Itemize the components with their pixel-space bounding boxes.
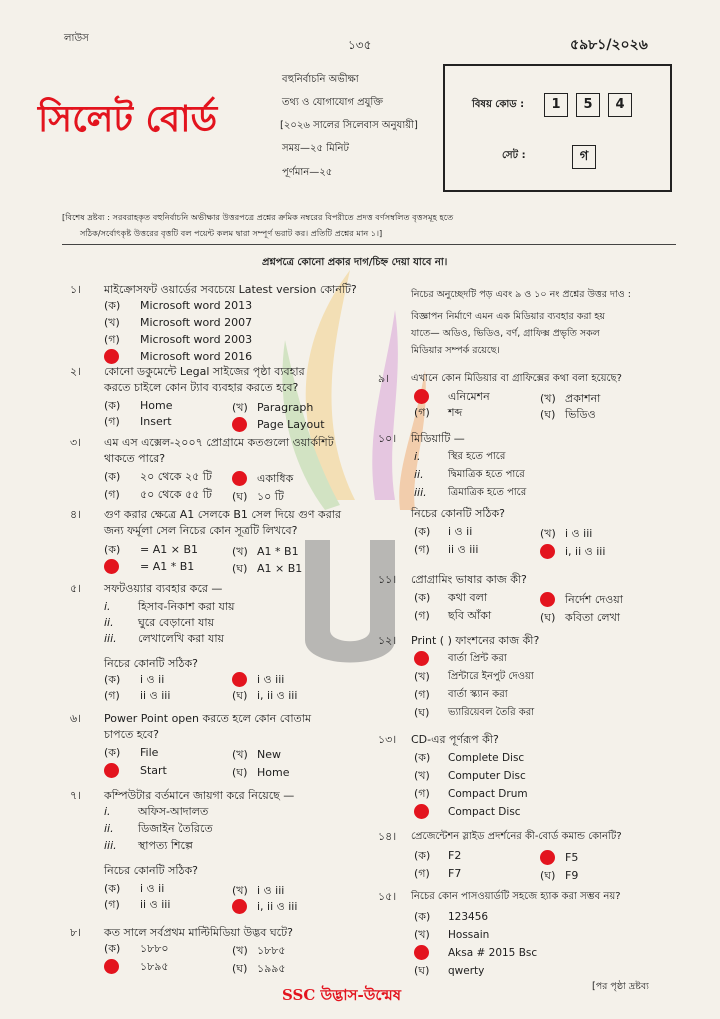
option-label: (গ) — [414, 787, 430, 800]
option-label: (ক) — [104, 543, 121, 556]
roman-index: ii. — [414, 468, 424, 481]
question-text: কম্পিউটার বর্তমানে জায়গা করে নিয়েছে — — [104, 789, 295, 802]
option-text: Compact Drum — [448, 788, 528, 800]
question-text: করতে চাইলে কোন ট্যাব ব্যবহার করতে হবে? — [104, 381, 299, 394]
question-ask: নিচের কোনটি সঠিক? — [104, 657, 198, 670]
exam-code: ৫৯৮১/২০২৬ — [570, 37, 648, 53]
statement: স্থাপত্য শিল্পে — [138, 839, 193, 852]
stem-title: নিচের অনুচ্ছেদটি পড় এবং ৯ ও ১০ নং প্রশ্নের উত্তর দাও : — [411, 289, 631, 300]
exam-type: বহুনির্বাচনি অভীক্ষা — [282, 74, 359, 85]
question-text: মিডিয়াটি — — [411, 432, 465, 445]
option-label: (খ) — [232, 401, 248, 414]
option-text: i, ii ও iii — [257, 900, 298, 913]
option-text: Start — [140, 764, 167, 777]
question-text: গুণ করার ক্ষেত্রে A1 সেলকে B1 সেল দিয়ে গুণ করার — [104, 508, 341, 521]
option-text: ১৮৯৫ — [140, 960, 169, 973]
option-text: i ও iii — [565, 527, 593, 540]
option-label: (ক) — [104, 673, 121, 686]
option-text: ১৮৮৫ — [257, 944, 286, 957]
option-label: (ঘ) — [540, 408, 556, 421]
set-label: সেট : — [502, 150, 526, 161]
option-text: Paragraph — [257, 401, 314, 414]
option-text: Microsoft word 2007 — [140, 316, 253, 329]
option-label: (ক) — [414, 751, 431, 764]
option-label: (গ) — [414, 609, 430, 622]
option-text: Aksa # 2015 Bsc — [448, 947, 538, 959]
option-text: প্রকাশনা — [565, 392, 601, 405]
option-text: Hossain — [448, 929, 490, 941]
option-text: qwerty — [448, 965, 485, 977]
option-text: ছবি আঁকা — [448, 609, 492, 622]
roman-index: i. — [104, 600, 111, 613]
answer-mark — [414, 389, 429, 404]
answer-mark — [104, 559, 119, 574]
roman-index: iii. — [104, 839, 117, 852]
stem-line: বিজ্ঞাপন নির্মাণে এমন এক মিডিয়ার ব্যবহার করা হয় — [411, 311, 605, 322]
stem-line: যাতে— অডিও, ভিডিও, বর্ণ, গ্রাফিক্স প্রভৃতি সকল — [411, 328, 600, 339]
instruction: প্রশ্নপত্রে কোনো প্রকার দাগ/চিহ্ন দেয়া যাবে না। — [262, 257, 448, 268]
question-number: ২। — [70, 365, 82, 378]
option-text: Computer Disc — [448, 770, 526, 782]
question-number: ১৩। — [378, 733, 397, 746]
option-text: = A1 × B1 — [140, 543, 198, 556]
roman-index: i. — [414, 450, 421, 463]
statement: হিসাব-নিকাশ করা যায় — [138, 600, 235, 613]
question-number: ১১। — [378, 573, 397, 586]
option-text: i, ii ও iii — [257, 689, 298, 702]
answer-mark — [104, 349, 119, 364]
option-label: (খ) — [540, 392, 556, 405]
option-text: কবিতা লেখা — [565, 611, 620, 624]
option-text: F9 — [565, 869, 579, 882]
statement: দ্বিমাত্রিক হতে পারে — [448, 469, 525, 480]
option-text: Microsoft word 2013 — [140, 299, 253, 312]
subject-code-label: বিষয় কোড : — [472, 99, 525, 110]
option-text: বার্তা প্রিন্ট করা — [448, 653, 507, 664]
option-text: Insert — [140, 415, 172, 428]
option-text: A1 * B1 — [257, 545, 299, 558]
option-label: (ক) — [104, 942, 121, 955]
answer-mark — [104, 959, 119, 974]
question-text: কত সালে সর্বপ্রথম মাল্টিমিডিয়া উদ্ভব ঘটে? — [104, 926, 293, 939]
option-label: (খ) — [414, 769, 430, 782]
question-number: ১৪। — [378, 830, 397, 843]
option-text: ভিডিও — [565, 408, 596, 421]
option-label: (গ) — [104, 898, 120, 911]
set-value: গ — [572, 145, 596, 169]
option-label: (ঘ) — [540, 869, 556, 882]
answer-mark — [232, 417, 247, 432]
question-text: প্রেজেন্টেশন স্লাইড প্রদর্শনের কী-বোর্ড কমান্ড কোনটি? — [411, 831, 622, 842]
option-label: (খ) — [232, 944, 248, 957]
question-number: ৮। — [70, 926, 82, 939]
option-text: Compact Disc — [448, 806, 521, 818]
question-number: ৪। — [70, 508, 82, 521]
option-text: 123456 — [448, 911, 489, 923]
statement: স্থির হতে পারে — [448, 451, 506, 462]
option-text: F5 — [565, 851, 579, 864]
option-text: বার্তা স্ক্যান করা — [448, 689, 508, 700]
option-text: = A1 * B1 — [140, 560, 195, 573]
statement: ডিজাইন তৈরিতে — [138, 822, 213, 835]
option-label: (ক) — [104, 746, 121, 759]
subject-code-digit: 4 — [608, 93, 632, 117]
option-label: (ক) — [414, 849, 431, 862]
option-text: Home — [257, 766, 290, 779]
option-label: (গ) — [414, 688, 430, 701]
option-label: (খ) — [414, 670, 430, 683]
option-text: A1 × B1 — [257, 562, 303, 575]
answer-mark — [414, 945, 429, 960]
question-text: নিচের কোন পাসওয়ার্ডটি সহজে হ্যাক করা সম্ভব নয়? — [411, 891, 621, 902]
question-text: প্রোগ্রামিং ভাষার কাজ কী? — [411, 573, 527, 586]
footer-brand: SSC উদ্ভাস-উন্মেষ — [282, 986, 402, 1004]
option-label: (ক) — [104, 882, 121, 895]
option-text: ১৮৮০ — [140, 942, 169, 955]
option-label: (ক) — [104, 299, 121, 312]
option-text: New — [257, 748, 281, 761]
subject-code-digit: 1 — [544, 93, 568, 117]
code-box — [443, 64, 672, 192]
roman-index: ii. — [104, 822, 114, 835]
roman-index: i. — [104, 805, 111, 818]
question-text: থাকতে পারে? — [104, 452, 166, 465]
question-number: ১। — [70, 283, 82, 296]
option-label: (ঘ) — [414, 964, 430, 977]
option-label: (খ) — [232, 884, 248, 897]
notice-line-2: সঠিক/সর্বোৎকৃষ্ট উত্তরের বৃত্তটি বল পয়েন্ট কলম দ্বারা সম্পূর্ণ ভরাট কর। প্রতিটি প্রশ্নের মান ১।] — [80, 228, 383, 238]
option-text: Microsoft word 2016 — [140, 350, 253, 363]
notice-line-1: [বিশেষ দ্রষ্টব্য : সরবরাহকৃত বহুনির্বাচনি অভীক্ষার উত্তরপত্রে প্রশ্নের ক্রমিক নম্বরের বিপরীতে প্রদত্ত বর্ণসম্বলিত বৃত্তসমূহ হতে — [62, 212, 454, 222]
page-number: ১৩৫ — [348, 38, 372, 52]
option-text: F7 — [448, 867, 462, 880]
question-text: সফটওয়্যার ব্যবহার করে — — [104, 582, 223, 595]
option-text: i, ii ও iii — [565, 545, 606, 558]
option-text: নির্দেশ দেওয়া — [565, 593, 623, 606]
question-number: ৫। — [70, 582, 82, 595]
answer-mark — [104, 763, 119, 778]
left-tag: লাউস — [64, 33, 89, 44]
statement: ঘুরে বেড়ানো যায় — [138, 616, 215, 629]
board-name: সিলেট বোর্ড — [38, 99, 218, 140]
answer-mark — [232, 899, 247, 914]
option-label: (গ) — [414, 867, 430, 880]
option-label: (গ) — [104, 333, 120, 346]
option-label: (গ) — [414, 406, 430, 419]
divider — [62, 244, 676, 245]
option-label: (খ) — [104, 316, 120, 329]
option-text: ভ্যারিয়েবল তৈরি করা — [448, 707, 535, 718]
option-label: (ঘ) — [414, 706, 430, 719]
question-number: ১০। — [378, 432, 397, 445]
answer-mark — [414, 651, 429, 666]
statement: লেখালেখি করা যায় — [138, 632, 224, 645]
statement: ত্রিমাত্রিক হতে পারে — [448, 487, 527, 498]
question-number: ১২। — [378, 634, 397, 647]
option-label: (গ) — [104, 415, 120, 428]
option-label: (ঘ) — [540, 611, 556, 624]
option-label: (খ) — [232, 748, 248, 761]
option-text: ১৯৯৫ — [257, 962, 286, 975]
option-text: i ও iii — [257, 673, 285, 686]
subject-name: তথ্য ও যোগাযোগ প্রযুক্তি — [282, 97, 383, 108]
answer-mark — [540, 592, 555, 607]
option-label: (গ) — [414, 543, 430, 556]
option-label: (খ) — [540, 527, 556, 540]
option-text: Home — [140, 399, 173, 412]
next-page-note: [পর পৃষ্ঠা দ্রষ্টব্য — [592, 981, 649, 992]
answer-mark — [414, 804, 429, 819]
option-label: (ঘ) — [232, 562, 248, 575]
option-label: (ক) — [104, 399, 121, 412]
question-ask: নিচের কোনটি সঠিক? — [104, 864, 198, 877]
option-text: ii ও iii — [140, 898, 171, 911]
answer-mark — [540, 850, 555, 865]
answer-mark — [232, 471, 247, 486]
question-number: ৭। — [70, 789, 82, 802]
option-text: i ও ii — [140, 882, 165, 895]
option-label: (ক) — [104, 470, 121, 483]
option-label: (ঘ) — [232, 689, 248, 702]
option-label: (ক) — [414, 910, 431, 923]
option-text: কথা বলা — [448, 591, 488, 604]
option-text: File — [140, 746, 159, 759]
statement: অফিস-আদালত — [138, 805, 209, 818]
roman-index: iii. — [104, 632, 117, 645]
option-label: (গ) — [104, 689, 120, 702]
question-text: কোনো ডকুমেন্টে Legal সাইজের পৃষ্ঠা ব্যবহার — [104, 365, 305, 378]
question-text: Print ( ) ফাংশনের কাজ কী? — [411, 634, 540, 647]
question-text: এখানে কোন মিডিয়ার বা গ্রাফিক্সের কথা বলা হয়েছে? — [411, 373, 622, 384]
option-text: i ও ii — [448, 525, 473, 538]
option-text: শব্দ — [448, 406, 463, 419]
option-text: ii ও iii — [140, 689, 171, 702]
question-text: এম এস এক্সেল-২০০৭ প্রোগ্রামে কতগুলো ওয়ার্কশিট — [104, 436, 334, 449]
option-text: ২০ থেকে ২৫ টি — [140, 470, 212, 483]
option-label: (খ) — [414, 928, 430, 941]
syllabus-note: [২০২৬ সালের সিলেবাস অনুযায়ী] — [280, 120, 418, 131]
subject-code-digit: 5 — [576, 93, 600, 117]
option-text: ৫০ থেকে ৫৫ টি — [140, 488, 212, 501]
question-text: চাপতে হবে? — [104, 728, 159, 741]
option-label: (ঘ) — [232, 766, 248, 779]
option-text: i ও iii — [257, 884, 285, 897]
question-text: Power Point open করতে হলে কোন বোতাম — [104, 712, 312, 725]
option-label: (খ) — [232, 545, 248, 558]
answer-mark — [232, 672, 247, 687]
option-text: Page Layout — [257, 418, 325, 431]
question-number: ৯। — [378, 372, 390, 385]
time-limit: সময়—২৫ মিনিট — [282, 143, 349, 154]
option-text: প্রিন্টারে ইনপুট দেওয়া — [448, 671, 534, 682]
option-text: একাধিক — [257, 472, 294, 485]
question-text: মাইক্রোসফট ওয়ার্ডের সবচেয়ে Latest version কোনটি? — [104, 283, 357, 296]
roman-index: iii. — [414, 486, 427, 499]
option-label: (গ) — [104, 488, 120, 501]
question-number: ৩। — [70, 436, 82, 449]
question-number: ১৫। — [378, 890, 397, 903]
option-text: i ও ii — [140, 673, 165, 686]
answer-mark — [540, 544, 555, 559]
option-label: (ঘ) — [232, 962, 248, 975]
option-label: (ক) — [414, 591, 431, 604]
option-label: (ঘ) — [232, 490, 248, 503]
option-text: এনিমেশন — [448, 390, 490, 403]
option-text: F2 — [448, 849, 462, 862]
question-text: জন্য ফর্মূলা সেল নিচের কোন সূত্রটি লিখবে? — [104, 524, 298, 537]
option-text: Complete Disc — [448, 752, 525, 764]
roman-index: ii. — [104, 616, 114, 629]
question-ask: নিচের কোনটি সঠিক? — [411, 507, 505, 520]
full-marks: পূর্ণমান—২৫ — [282, 167, 333, 178]
question-number: ৬। — [70, 712, 82, 725]
question-text: CD-এর পূর্ণরূপ কী? — [411, 733, 499, 746]
option-text: ১০ টি — [257, 490, 284, 503]
option-text: Microsoft word 2003 — [140, 333, 253, 346]
option-text: ii ও iii — [448, 543, 479, 556]
option-label: (ক) — [414, 525, 431, 538]
stem-line: মিডিয়ার সম্পর্ক রয়েছে। — [411, 345, 500, 356]
